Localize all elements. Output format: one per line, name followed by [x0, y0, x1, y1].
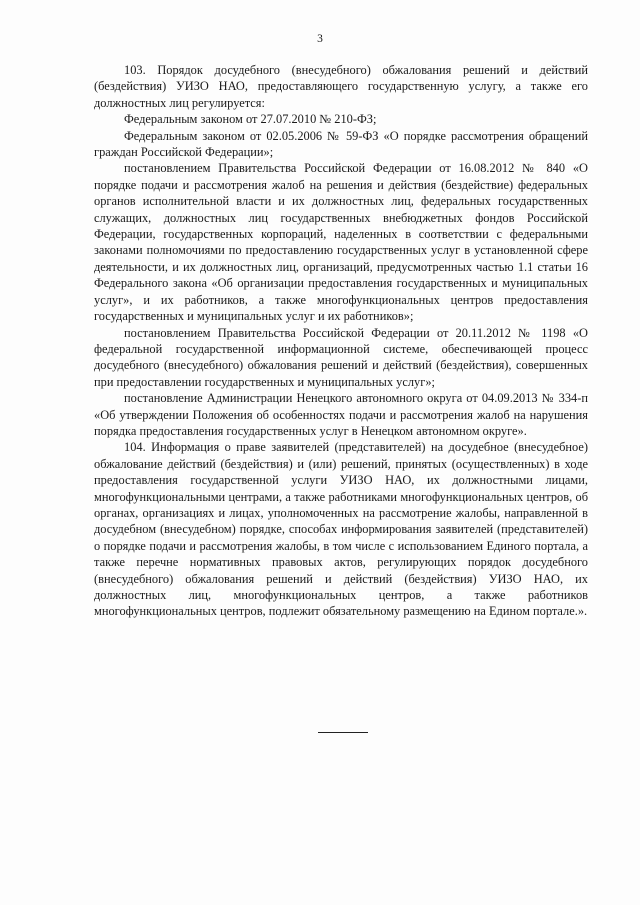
paragraph-104: 104. Информация о праве заявителей (представителей) на досудебное (внесудебное) обжалование действий (бездействия) и (или) решений, принятых (осуществленных) в ходе предоставления государственной услуги УИЗО НАО, их должностными лицами, многофункциональными центрами, а также работниками многофункциональных центров, об органах, организациях и лицах, уполномоченных на рассмотрение жалобы, направленной в досудебном (внесудебном) порядке, способах информирования заявителей (представителей) о порядке подачи и рассмотрения жалобы, в том числе с использованием Единого портала, а также перечне нормативных правовых актов, регулирующих порядок досудебного (внесудебного) обжалования решений и действий (бездействия) УИЗО НАО, их должностных лиц, многофункциональных центров, а также работников многофункциональных центров, подлежит обязательному размещению на Едином портале.». [94, 440, 588, 619]
paragraph-law-210-fz: Федеральным законом от 27.07.2010 № 210-ФЗ; [124, 112, 377, 127]
paragraph-law-59-fz: Федеральным законом от 02.05.2006 № 59-ФЗ «О порядке рассмотрения обращений граждан Российской Федерации»; [94, 128, 588, 160]
paragraph-resolution-1198: постановлением Правительства Российской Федерации от 20.11.2012 № 1198 «О федеральной государственной информационной системе, обеспечивающей процесс досудебного (внесудебного) обжалования решений и действий (бездействия), совершенных при предоставлении государственных и муниципальных услуг»; [94, 325, 588, 389]
page-number: 3 [317, 33, 323, 45]
paragraph-resolution-334-p: постановление Администрации Ненецкого автономного округа от 04.09.2013 № 334-п «Об утверждении Положения об особенностях подачи и рассмотрения жалоб на нарушения порядка предоставления государственных услуг в Ненецком автономном округе». [94, 391, 588, 438]
paragraph-103-intro: 103. Порядок досудебного (внесудебного) обжалования решений и действий (бездействия) УИЗО НАО, предоставляющего государственную услугу, а также его должностных лиц регулируется: [94, 63, 588, 110]
paragraph-resolution-840: постановлением Правительства Российской Федерации от 16.08.2012 № 840 «О порядке подачи и рассмотрения жалоб на решения и действия (бездействие) федеральных органов исполнительной власти и их должностных лиц, федеральных государственных служащих, должностных лиц государственных внебюджетных фондов Российской Федерации, государственных корпораций, наделенных в соответствии с федеральными законами полномочиями по предоставлению государственных услуг в установленной сфере деятельности, и их должностных лиц, организаций, предусмотренных частью 1.1 статьи 16 Федерального закона «Об организации предоставления государственных и муниципальных услуг», и их работников, а также многофункциональных центров предоставления государственных и муниципальных услуг и их работников»; [94, 161, 588, 324]
end-of-document-divider [318, 732, 368, 733]
document-body [94, 62, 588, 620]
